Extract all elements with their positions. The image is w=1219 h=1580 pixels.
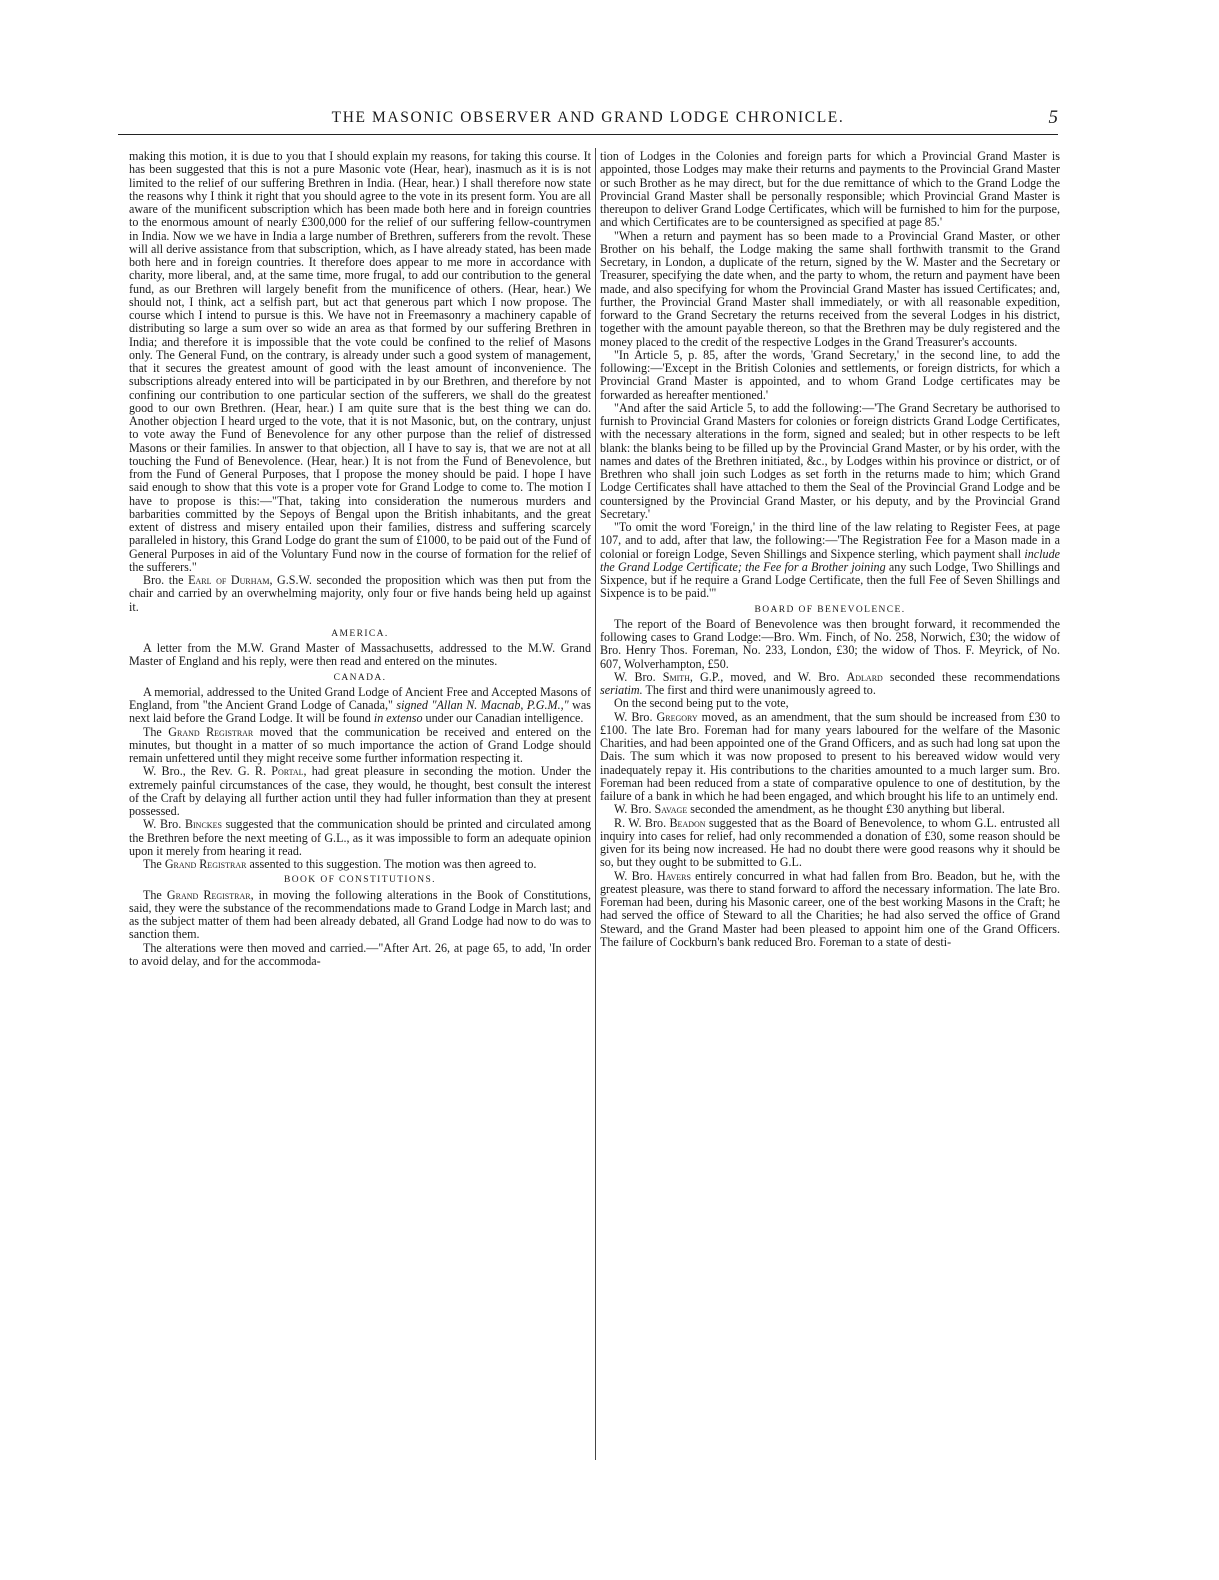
paragraph: R. W. Bro. Beadon suggested that as the Board of Benevolence, to whom G.L. entrusted all inquiry into cases for relief, had only recommended a donation of £30, some reason should be given for its being now increased. He had no doubt there were good reasons why it should be so, but they ought to be submitted to G.L.: [600, 815, 1061, 870]
speaker-name: Savage: [654, 802, 688, 817]
page-number: 5: [1048, 107, 1058, 128]
speaker-name: Grand Registrar: [168, 724, 254, 739]
paragraph: W. Bro. Smith, G.P., moved, and W. Bro. Adlard seconded these recommendations seriatim. The first and third were unanimously agreed to.: [600, 669, 1060, 697]
paragraph: The report of the Board of Benevolence was then brought forward, it recommended the following cases to Grand Lodge:—Bro. Wm. Finch, of No. 258, Norwich, £30; the widow of Bro. Henry Thos. Foreman, No. 233, London, £30; the widow of Thos. F. Meyrick, of No. 607, Wolverhampton, £50.: [600, 616, 1060, 671]
paragraph: The Grand Registrar moved that the communication be received and entered on the minutes, but thought in a matter of so much importance the action of Grand Lodge should remain unfettered until they might receive some further information respecting it.: [129, 724, 592, 765]
paragraph: W. Bro. Havers entirely concurred in what had fallen from Bro. Beadon, but he, with the greatest pleasure, was there to stand forward to afford the necessary information. The late Bro. Foreman had been, during his Masonic career, one of the best working Masons in the Craft; he had served the office of Steward to all the Charities; he had also served the office of Grand Steward, and the Grand Master had been pleased to appoint him one of the Grand Officers. The failure of Cockburn's bank reduced Bro. Foreman to a state of desti-: [600, 868, 1060, 949]
paragraph: On the second being put to the vote,: [614, 696, 789, 711]
speaker-name: Gregory: [656, 709, 698, 724]
paragraph: W. Bro. Binckes suggested that the communication should be printed and circulated among the Brethren before the next meeting of G.L., as it was impossible to form an adequate opinion upon it merely from hearing it read.: [129, 817, 591, 858]
header-rule: [118, 134, 1058, 135]
section-heading: CANADA.: [333, 672, 387, 683]
paragraph: tion of Lodges in the Colonies and foreign parts for which a Provincial Grand Master is appointed, those Lodges may make their returns and payments to the Provincial Grand Master or such Brother as he may direct, but for the due remittance of which to the Grand Lodge the Provincial Grand Master shall be personally responsible; which Provincial Grand Master is thereupon to deliver Grand Lodge Certificates, which will be furnished to him for the purpose, and which Certificates are to be countersigned as specified at page 85.': [600, 149, 1060, 230]
speaker-name: Havers: [656, 868, 691, 883]
speaker-name: Beadon: [669, 815, 706, 830]
paragraph: A memorial, addressed to the United Grand Lodge of Ancient Free and Accepted Masons of England, from "the Ancient Grand Lodge of Canada," signed "Allan N. Macnab, P.G.M.," was next laid before the Grand Lodge. It will be found in extenso under our Canadian intelligence.: [129, 684, 591, 726]
paragraph: Bro. the Earl of Durham, G.S.W. seconded the proposition which was then put from the chair and carried by an overwhelming majority, only four or five hands being held up against it.: [129, 573, 591, 614]
right-column: [600, 150, 1060, 949]
speaker-name: Adlard: [846, 669, 883, 684]
speaker-name: Smith: [662, 669, 690, 684]
section-heading: AMERICA.: [331, 628, 389, 639]
running-head: THE MASONIC OBSERVER AND GRAND LODGE CHRONICLE.: [331, 109, 845, 126]
paragraph: The Grand Registrar assented to this suggestion. The motion was then agreed to.: [143, 857, 537, 871]
paragraph: "And after the said Article 5, to add the following:—'The Grand Secretary be authorised to furnish to Provincial Grand Masters for colonies or foreign districts Grand Lodge Certificates, with the necessary alterations in the form, signed and sealed; but in other respects to be left blank: the blanks being to be filled up by the Provincial Grand Master, or by his order, with the names and dates of the Brethren initiated, &c., by Lodges within his province or district, or of Brethren who shall join such Lodges as set forth in the returns made to him; which Grand Lodge Certificates shall have attached to them the Seal of the Provincial Grand Lodge and be countersigned by the Provincial Grand Master, or his deputy, and by the Provincial Grand Secretary.': [600, 400, 1060, 521]
paragraph: "When a return and payment has so been made to a Provincial Grand Master, or other Brother on his behalf, the Lodge making the same shall forthwith transmit to the Grand Secretary, in London, a duplicate of the return, signed by the W. Master and the Secretary or Treasurer, specifying the date when, and the party to whom, the return and payment have been made, and also specifying for whom the Provincial Grand Master has issued Certificates; and, further, the Provincial Grand Master shall immediately, or with all reasonable expedition, forward to the Grand Secretary the returns received from the several Lodges in his district, together with the amount payable thereon, so that the Brethren may be duly registered and the money placed to the credit of the respective Lodges in the Grand Treasurer's accounts.: [600, 228, 1060, 349]
page-header: [118, 104, 1058, 132]
speaker-name: Grand Registrar: [164, 857, 247, 871]
speaker-name: Portal: [271, 764, 304, 779]
paragraph: The alterations were then moved and carried.—"After Art. 26, at page 65, to add, 'In order to avoid delay, and for the accommoda-: [129, 940, 591, 968]
paragraph: W. Bro. Savage seconded the amendment, as he thought £30 anything but liberal.: [614, 802, 1005, 817]
paragraph: A letter from the M.W. Grand Master of Massachusetts, addressed to the M.W. Grand Master of England and his reply, were then read and entered on the minutes.: [129, 641, 591, 669]
paragraph: making this motion, it is due to you that I should explain my reasons, for taking this course. It has been suggested that this is not a pure Masonic vote (Hear, hear), inasmuch as it is is not limited to the relief of our suffering Brethren in India. (Hear, hear.) I shall therefore now state the reasons why I think it right that you should agree to the vote in its present form. You are all aware of the munificent subscription which has been made both here and in foreign countries to the enormous amount of nearly £300,000 for the relief of our suffering fellow-countrymen in India. Now we we have in India a large number of Brethren, sufferers from the revolt. These will all derive assistance from that subscription, which, as I have already stated, has been made both here and in foreign countries. It therefore does appear to me more in accordance with charity, more liberal, and, at the same time, more frugal, to add our contribution to the general fund, as our Brethren will largely benefit from the munificence of others. (Hear, hear.) We should not, I think, act a selfish part, but act that generous part which I now propose. The course which I intend to pursue is this. We have not in Freemasonry a machinery capable of distributing so large a sum over so wide an area as that formed by our suffering Brethren in India; and therefore it is impossible that the vote could be confined to the relief of Masons only. The General Fund, on the contrary, is already under such a good system of management, that it secures the greatest amount of good with the least amount of inconvenience. The subscriptions already entered into will be participated in by our Brethren, and therefore by not confining our contribution to one particular section of the sufferers, we shall do the greatest good to our own Brethren. (Hear, hear.) I am quite sure that is the best thing we can do. Another objection I heard urged to the vote, that it is not Masonic, but, on the contrary, unjust to vote away the Fund of Benevolence for any other purpose than the relief of distressed Masons or their families. In answer to that objection, all I have to say is, that we are not at all touching the Fund of Benevolence. (Hear, hear.) It is not from the Fund of Benevolence, but from the Fund of General Purposes, that I propose the money should be paid. I hope I have said enough to show that this vote is a proper vote for Grand Lodge to come to. The motion I have to propose is this:—"That, taking into consideration the numerous murders and barbarities committed by the Sepoys of Bengal upon the British inhabitants, and the great extent of distress and misery entailed upon their families, distress and suffering scarcely paralleled in history, this Grand Lodge do grant the sum of £1000, to be paid out of the Fund of General Purposes in aid of the Voluntary Fund now in the course of formation for the relief of the sufferers.": [129, 149, 591, 574]
paragraph: "To omit the word 'Foreign,' in the third line of the law relating to Register Fees, at page 107, and to add, after that law, the following:—'The Registration Fee for a Mason made in a colonial or foreign Lodge, Seven Shillings and Sixpence sterling, which payment shall include the Grand Lodge Certificate; the Fee for a Brother joining any such Lodge, Two Shillings and Sixpence, but if he require a Grand Lodge Certificate, then the full Fee of Seven Shillings and Sixpence is to be paid.'": [600, 520, 1060, 601]
section-heading: BOARD OF BENEVOLENCE.: [754, 604, 906, 615]
speaker-name: Grand Registrar: [166, 887, 251, 902]
paragraph: W. Bro., the Rev. G. R. Portal, had great pleasure in seconding the motion. Under the extremely painful circumstances of the case, they would, he thought, best consult the interest of the Craft by delaying all further action until they had fuller information than they at present possessed.: [129, 764, 591, 818]
speaker-name: Binckes: [184, 817, 222, 832]
paragraph: The Grand Registrar, in moving the following alterations in the Book of Constitutions, said, they were the substance of the recommendations made to Grand Lodge in March last; and as the subject matter of them had been already debated, all Grand Lodge had now to do was to sanction them.: [129, 887, 591, 942]
paragraph: W. Bro. Gregory moved, as an amendment, that the sum should be increased from £30 to £100. The late Bro. Foreman had for many years laboured for the welfare of the Masonic Charities, and had been appointed one of the Grand Officers, and as such had long sat upon the Dais. The sum which it was now proposed to present to his bereaved widow would very inadequately repay it. His contributions to the charities amounted to a much larger sum. Bro. Foreman had been reduced from a state of comparative opulence to one of destitution, by the failure of a bank in which he had been engaged, and which brought his life to an untimely end.: [600, 709, 1060, 803]
section-heading: BOOK OF CONSTITUTIONS.: [284, 875, 436, 886]
column-divider: [595, 148, 596, 1460]
speaker-name: Earl of Durham: [188, 573, 270, 587]
left-column: [129, 150, 591, 968]
paragraph: "In Article 5, p. 85, after the words, 'Grand Secretary,' in the second line, to add the following:—'Except in the British Colonies and settlements, or foreign districts, for which a Provincial Grand Master is appointed, and to whom Grand Lodge certificates may be forwarded as hereafter mentioned.': [600, 347, 1060, 402]
